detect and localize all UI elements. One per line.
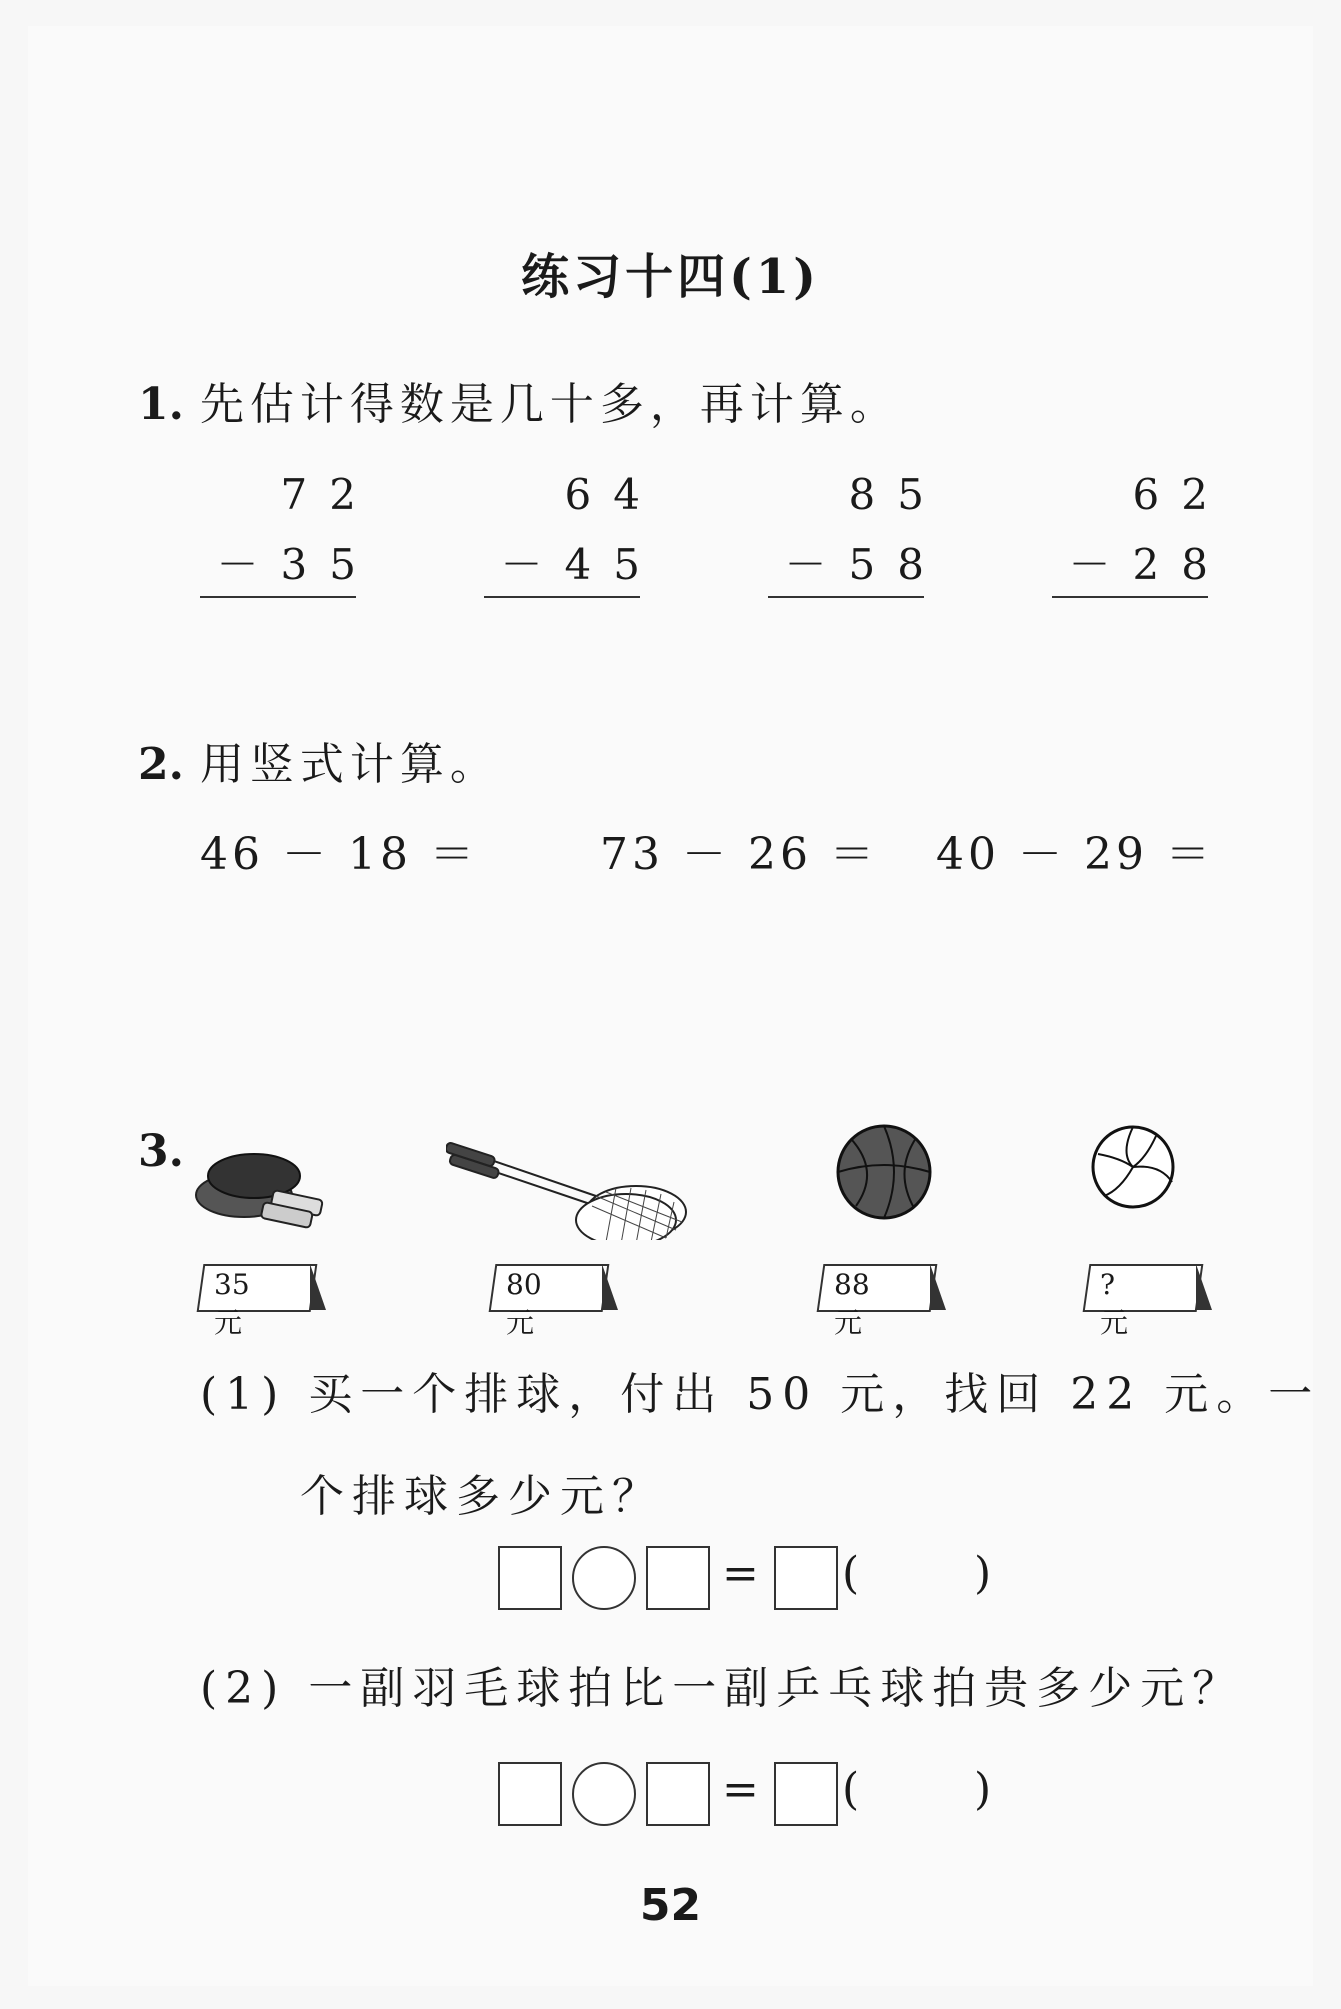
answer-line [1052,596,1208,598]
price-label: 88元 [834,1268,870,1339]
answer-box[interactable] [498,1762,562,1826]
vertical-problem [1052,460,1230,600]
question-1-number: 1. [138,379,184,430]
vertical-problem [200,460,378,600]
equation: 73 － 26 ＝ [600,829,878,880]
subtrahend: －28 [1068,540,1230,589]
equals-sign: = [722,1764,759,1815]
operator-circle[interactable] [572,1762,636,1826]
basketball-icon [834,1122,934,1222]
subtrahend: －45 [500,540,662,589]
minuend: 72 [280,470,378,519]
vertical-problem [484,460,662,600]
answer-line [484,596,640,598]
operator-circle[interactable] [572,1546,636,1610]
sub-question-1-line-1: (1) 买一个排球，付出 50 元，找回 22 元。一 [200,1369,1321,1420]
page-title: 练习十四(1) [521,249,820,305]
price-label: ?元 [1100,1268,1129,1339]
minuend: 62 [1132,470,1230,519]
question-2-prompt: 用竖式计算。 [199,739,500,790]
answer-formula [498,1546,998,1610]
question-3-heading [138,1126,200,1177]
answer-box[interactable] [774,1546,838,1610]
answer-box[interactable] [498,1546,562,1610]
question-1-prompt: 先估计得数是几十多，再计算。 [199,379,900,430]
answer-box[interactable] [774,1762,838,1826]
equals-sign: = [722,1548,759,1599]
price-label: 35元 [214,1268,250,1339]
sub-question-1-line-2: 个排球多少元？ [300,1471,664,1522]
badminton-rackets-icon [446,1130,696,1240]
subtrahend: －58 [784,540,946,589]
minuend: 85 [848,470,946,519]
ping-pong-paddles-icon [192,1140,332,1232]
price-tag-fold [930,1264,946,1310]
sub-question-2: (2) 一副羽毛球拍比一副乒乓球拍贵多少元？ [200,1663,1245,1714]
unit-paren-close: ) [974,1548,992,1599]
answer-formula [498,1762,998,1826]
answer-line [200,596,356,598]
unit-paren-close: ) [974,1764,992,1815]
unit-paren-open: ( [842,1548,860,1599]
price-tag-fold [602,1264,618,1310]
vertical-problem [768,460,946,600]
answer-box[interactable] [646,1546,710,1610]
question-3-number: 3. [138,1126,184,1177]
equation: 40 － 29 ＝ [936,829,1214,880]
minuend: 64 [564,470,662,519]
question-1-heading [138,368,900,432]
answer-line [768,596,924,598]
price-tag-fold [310,1264,326,1310]
volleyball-icon [1090,1124,1176,1210]
price-tag-fold [1196,1264,1212,1310]
question-2-number: 2. [138,739,184,790]
unit-paren-open: ( [842,1764,860,1815]
answer-box[interactable] [646,1762,710,1826]
price-label: 80元 [506,1268,542,1339]
subtrahend: －35 [216,540,378,589]
equation: 46 － 18 ＝ [200,829,478,880]
question-2-heading [138,728,500,792]
page-number: 52 [639,1880,702,1931]
